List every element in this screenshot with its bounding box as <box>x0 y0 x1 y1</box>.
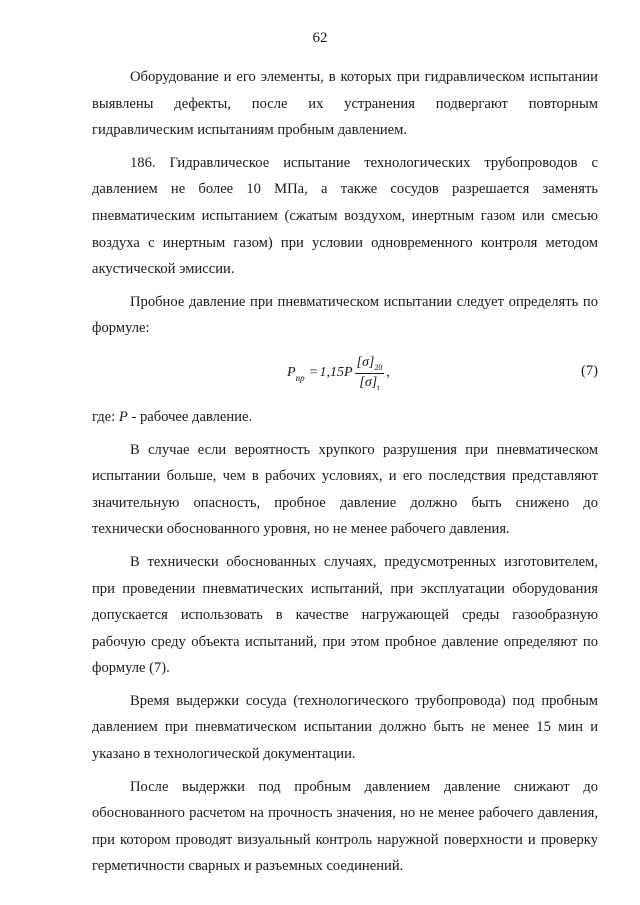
formula-num-index: 20 <box>374 362 383 372</box>
formula-legend <box>92 404 598 431</box>
formula-denominator <box>357 374 381 393</box>
formula-den-symbol: [σ] <box>359 374 378 390</box>
document-body <box>92 64 598 886</box>
formula-coef: 1,15P <box>319 365 353 381</box>
formula-lhs: P <box>287 365 296 381</box>
formula-legend-text: - рабочее давление. <box>127 408 253 425</box>
formula-legend-symbol: P <box>118 408 128 425</box>
formula-fraction <box>355 354 385 393</box>
paragraph-brittle-fracture: В случае если вероятность хрупкого разрушения при пневматическом испытании больше, чем в рабочих условиях, и его последствия представляют значительную опасность, пробное давление должно быть снижено до технически обоснованного уровня, но не менее рабочего давления. <box>92 441 598 538</box>
formula-block <box>92 348 598 400</box>
formula-equals: = <box>309 365 318 381</box>
formula-legend-prefix: где: <box>92 408 119 425</box>
paragraph-repeat-tests: Оборудование и его элементы, в которых при гидравлическом испытании выявлены дефекты, после их устранения подвергают повторным гидравлическим испытаниям пробным давлением. <box>92 69 598 139</box>
paragraph-pressure-reduction: После выдержки под пробным давлением давление снижают до обоснованного расчетом на прочность значения, но не менее рабочего давления, при котором проводят визуальный контроль наружной поверхности и проверку герметичности сварных и разъемных соединений. <box>92 778 598 875</box>
paragraph-test-pressure: Пробное давление при пневматическом испытании следует определять по формуле: <box>92 293 598 337</box>
formula-7 <box>287 354 390 393</box>
formula-num-symbol: [σ] <box>356 354 375 370</box>
formula-number: (7) <box>580 362 598 379</box>
page-number: 62 <box>312 30 328 46</box>
formula-comma: , <box>386 365 390 381</box>
paragraph-holding-time: Время выдержки сосуда (технологического трубопровода) под пробным давлением при пневматическом испытании должно быть не менее 15 мин и указано в технологической документации. <box>92 692 598 763</box>
paragraph-working-medium: В технически обоснованных случаях, предусмотренных изготовителем, при проведении пневматических испытаний, при эксплуатации оборудования допускается использовать в качестве нагружающей среды газообразную рабочую среду объекта испытаний, при этом пробное давление определяют по формуле (7). <box>92 553 598 677</box>
formula-den-index: t <box>377 382 380 392</box>
formula-lhs-sub: пр <box>295 373 305 384</box>
paragraph-186: 186. Гидравлическое испытание технологических трубопроводов с давлением не более 10 МПа, а также сосудов разрешается заменять пневматическим испытанием (сжатым воздухом, инертным газом или смесью воздуха с инертным газом) при условии одновременного контроля методом акустической эмиссии. <box>92 154 598 278</box>
formula-numerator <box>355 354 385 374</box>
